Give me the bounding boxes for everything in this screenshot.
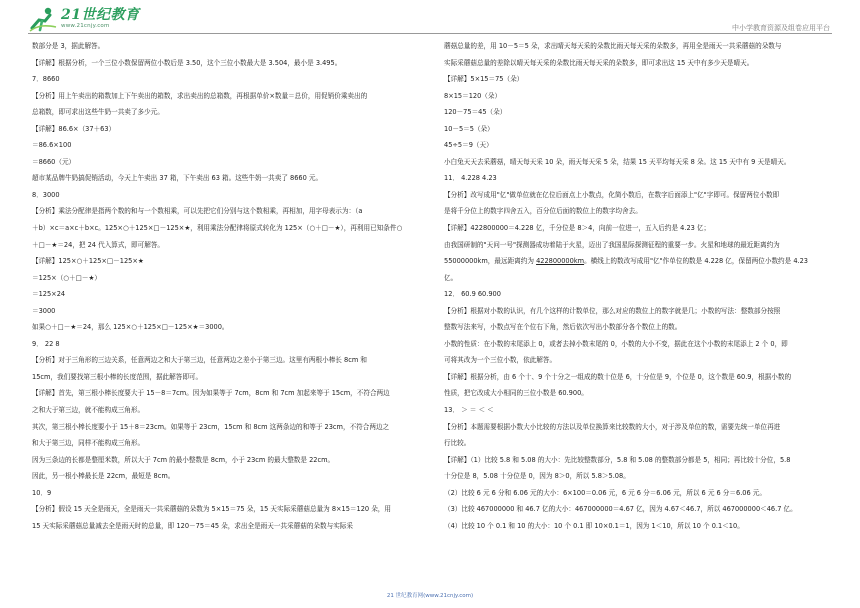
text-line: 【详解】422800000＝4.228 亿，千分位是 8＞4，向前一位进一，五入后约是 4.23 亿； (444, 224, 711, 233)
text-line: 【分析】根据对小数的认识，有几个这样的计数单位，那么对应的数位上的数字就是几；小数的写法：整数部分按照 (444, 306, 781, 315)
text-line: 整数写法来写，小数点写在个位右下角，然后依次写出小数部分各个数位上的数。 (444, 323, 682, 332)
text-line: 15cm，我们要找第三根小棒的长度范围，据此解答即可。 (32, 372, 203, 381)
text-line: 其次，第三根小棒长度要小于 15＋8＝23cm。如果等于 23cm，15cm 和 8cm 这两条边的和等于 23cm，不符合两边之 (32, 422, 390, 431)
text-line: 因为三条边的长都是整厘米数，所以大于 7cm 的最小整数是 8cm，小于 23cm 的最大整数是 22cm。 (32, 455, 335, 464)
text-line: 15 天实际采蘑菇总量减去全是雨天时的总量，即 120－75＝45 朵，求出全是雨天一共采蘑菇的朵数与实际采 (32, 521, 353, 530)
text-line: 11． 4.228 4.23 (444, 174, 497, 183)
text-line: 行比较。 (444, 439, 471, 448)
text-line: 和大于第三边，同样不能构成三角形。 (32, 439, 145, 448)
text-line: 【详解】5×15＝75（朵） (444, 75, 524, 84)
text-line: 【分析】改写成用"亿"做单位就在亿位后面点上小数点，化简小数后，在数字后面添上"亿"字即可。保留两位小数即 (444, 190, 780, 199)
text-line: ＋□－★＝24，把 24 代入算式，即可解答。 (32, 240, 165, 249)
underlined-value: 422800000km (536, 257, 585, 266)
text-line: 8．3000 (32, 190, 60, 199)
text-line: 之和大于第三边，就不能构成三角形。 (32, 406, 145, 415)
text-line: 12． 60.9 60.900 (444, 290, 501, 299)
text-line: 9． 22 8 (32, 339, 60, 348)
text-line: 120－75＝45（朵） (444, 108, 507, 117)
text-line: 【详解】（1）比较 5.8 和 5.08 的大小：先比较整数部分，5.8 和 5.08 的整数部分都是 5，相同；再比较十分位，5.8 (444, 455, 791, 464)
text-line: （4）比较 10 个 0.1 和 10 的大小：10 个 0.1 即 10×0.1＝1，因为 1＜10，所以 10 个 0.1＜10。 (444, 521, 744, 530)
text-line: 总箱数，即可求出这些牛奶一共卖了多少元。 (32, 108, 164, 117)
logo-url: www.21cnjy.com (61, 23, 110, 30)
header-divider (28, 33, 832, 34)
text-line: 由我国研制的"天问一号"探测器成功着陆于火星，迈出了我国星际探测征程的重要一步。火星和地球的最近距离约为 (444, 240, 780, 249)
text-line: （3）比较 467000000 和 46.7 亿的大小：467000000＝4.67 亿，因为 4.67＜46.7，所以 467000000＜46.7 亿。 (444, 505, 797, 514)
left-column (32, 42, 417, 538)
text-line: 【详解】首先，第三根小棒长度要大于 15－8＝7cm。因为如果等于 7cm，8cm 和 7cm 加起来等于 15cm，不符合两边 (32, 389, 390, 398)
text-line: ＝86.6×100 (32, 141, 72, 150)
text-line: 【详解】86.6×（37＋63） (32, 124, 116, 133)
text-line: 10－5＝5（朵） (444, 124, 494, 133)
text-line: 小数的性质：在小数的末尾添上 0，或者去掉小数末尾的 0，小数的大小不变，据此在这个小数的末尾添上 2 个 0，即 (444, 339, 788, 348)
page-header (0, 0, 860, 40)
site-logo[interactable] (28, 6, 139, 32)
logo-text: 21世纪教育 (61, 7, 140, 24)
text-line: ＋b）×c＝a×c＋b×c。125×○＋125×□－125×★，利用乘法分配律将原式转化为 125×（○＋□－★），再利用已知条件○ (32, 224, 403, 233)
text-line: 超市某品牌牛奶搞促销活动，今天上午卖出 37 箱，下午卖出 63 箱。这些牛奶一共卖了 8660 元。 (32, 174, 323, 183)
right-column (444, 42, 829, 538)
text-line: 可将其改为一个三位小数，依此解答。 (444, 356, 557, 365)
text-line: ＝3000 (32, 306, 56, 315)
text-line: 【详解】125×○＋125×□－125×★ (32, 257, 144, 266)
text-line: 10．9 (32, 488, 52, 497)
text-line: 如果○＋□－★＝24，那么 125×○＋125×□－125×★＝3000。 (32, 323, 229, 332)
text-line: 【分析】乘法分配律是指两个数的和与一个数相乘，可以先把它们分别与这个数相乘，再相加，用字母表示为：（a (32, 207, 363, 216)
text-line: 55000000km，最远距离约为 422800000km。横线上的数改写成用"亿"作单位的数是 4.228 亿，保留两位小数约是 4.23 (444, 257, 809, 266)
platform-name: 中小学教育资源及组卷应用平台 (732, 24, 830, 32)
text-line: ＝125×（○＋□－★） (32, 273, 101, 282)
text-line: 因此，另一根小棒最长是 22cm，最短是 8cm。 (32, 472, 175, 481)
page-footer[interactable]: 21 世纪教育网(www.21cnjy.com) (386, 593, 474, 599)
text-line: 7．8660 (32, 75, 60, 84)
text-line: 【分析】本题需要根据小数大小比较的方法以及单位换算来比较数的大小，对于涉及单位的数，需要先统一单位再进 (444, 422, 781, 431)
text-line: 是将千分位上的数字四舍五入，百分位后面的数位上的数字均舍去。 (444, 207, 642, 216)
text-line: 45÷5＝9（天） (444, 141, 493, 150)
text-line: ＝125×24 (32, 290, 66, 299)
text-line: 亿。 (444, 273, 458, 282)
text-line: 【分析】用上午卖出的箱数加上下午卖出的箱数，求出卖出的总箱数，再根据单价×数量＝总价，用促销价乘卖出的 (32, 91, 368, 100)
text-line: 实际采蘑菇总量的差除以晴天每天采的朵数比雨天每天采的朵数多，即可求出这 15 天中有多少天是晴天。 (444, 58, 754, 67)
text-line: 数部分是 3，据此解答。 (32, 42, 105, 50)
text-line: 蘑菇总量的差，用 10－5＝5 朵，求出晴天每天采的朵数比雨天每天采的朵数多，再用全是雨天一共采蘑菇的朵数与 (444, 42, 782, 50)
text-line: 13． ＞ ＝ ＜ ＜ (444, 406, 494, 415)
text-line: 【详解】根据分析，一个三位小数保留两位小数后是 3.50，这个三位小数最大是 3.504，最小是 3.495。 (32, 58, 342, 67)
text-line: ＝8660（元） (32, 157, 76, 166)
text-line: 【分析】假设 15 天全是雨天，全是雨天一共采蘑菇的朵数为 5×15＝75 朵，15 天实际采蘑菇总量为 8×15＝120 朵，用 (32, 505, 391, 514)
runner-logo-icon (28, 6, 58, 32)
text-line: （2）比较 6 元 6 分和 6.06 元的大小：6×100＝0.06 元，6 元 6 分＝6.06 元，所以 6 元 6 分＝6.06 元。 (444, 488, 766, 497)
text-line: 十分位是 8，5.08 十分位是 0，因为 8＞0，所以 5.8＞5.08。 (444, 472, 630, 481)
text-line: 8×15＝120（朵） (444, 91, 502, 100)
text-line: 小白兔天天去采蘑菇，晴天每天采 10 朵，雨天每天采 5 朵，结果 15 天平均每天采 8 朵。这 15 天中有 9 天是晴天。 (444, 157, 791, 166)
text-line: 【分析】对于三角形的三边关系，任意两边之和大于第三边，任意两边之差小于第三边。这里有两根小棒长 8cm 和 (32, 356, 367, 365)
text-line: 【详解】根据分析，由 6 个十、9 个十分之一组成的数十位是 6，十分位是 9，个位是 0，这个数是 60.9，根据小数的 (444, 372, 792, 381)
text-line: 性质，把它改成大小相同的三位小数是 60.900。 (444, 389, 588, 398)
